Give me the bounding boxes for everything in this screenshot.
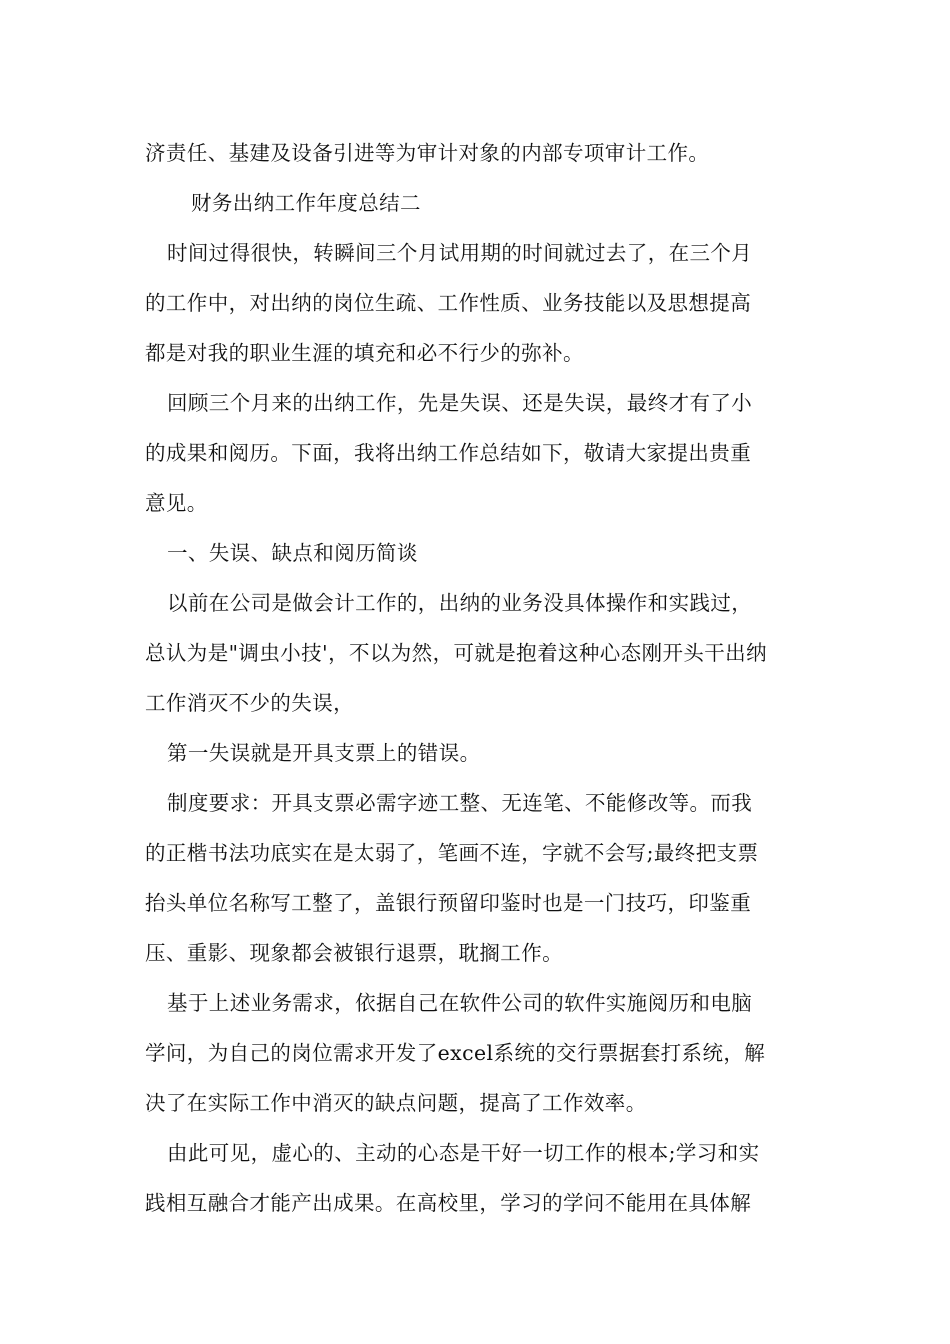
paragraph-line: 学问，为自己的岗位需求开发了excel系统的交行票据套打系统，解	[145, 1041, 766, 1065]
paragraph-line: 的正楷书法功底实在是太弱了，笔画不连，字就不会写;最终把支票	[145, 841, 759, 865]
paragraph-line: 制度要求：开具支票必需字迹工整、无连笔、不能修改等。而我	[167, 791, 753, 815]
paragraph-line: 抬头单位名称写工整了，盖银行预留印鉴时也是一门技巧，印鉴重	[145, 891, 752, 915]
section-heading: 财务出纳工作年度总结二	[191, 191, 421, 215]
document-body	[145, 128, 815, 1228]
paragraph-line: 决了在实际工作中消灭的缺点问题，提高了工作效率。	[145, 1091, 647, 1115]
paragraph-line: 的成果和阅历。下面，我将出纳工作总结如下，敬请大家提出贵重	[145, 441, 752, 465]
paragraph-line: 工作消灭不少的失误，	[145, 691, 354, 715]
paragraph-line: 践相互融合才能产出成果。在高校里，学习的学问不能用在具体解	[145, 1191, 752, 1215]
paragraph-line: 以前在公司是做会计工作的，出纳的业务没具体操作和实践过，	[167, 591, 753, 615]
paragraph-line: 回顾三个月来的出纳工作，先是失误、还是失误，最终才有了小	[167, 391, 753, 415]
subsection-heading: 一、失误、缺点和阅历简谈	[167, 541, 418, 565]
paragraph-line: 济责任、基建及设备引进等为审计对象的内部专项审计工作。	[145, 141, 710, 165]
paragraph-line: 意见。	[145, 491, 208, 515]
paragraph-line: 压、重影、现象都会被银行退票，耽搁工作。	[145, 941, 563, 965]
paragraph-line: 时间过得很快，转瞬间三个月试用期的时间就过去了，在三个月	[167, 241, 753, 265]
paragraph-line: 的工作中，对出纳的岗位生疏、工作性质、业务技能以及思想提高	[145, 291, 752, 315]
paragraph-line: 由此可见，虚心的、主动的心态是干好一切工作的根本;学习和实	[167, 1141, 760, 1165]
paragraph-line: 基于上述业务需求，依据自己在软件公司的软件实施阅历和电脑	[167, 991, 753, 1015]
paragraph-line: 第一失误就是开具支票上的错误。	[167, 741, 481, 765]
paragraph-line: 都是对我的职业生涯的填充和必不行少的弥补。	[145, 341, 584, 365]
paragraph-line: 总认为是"调虫小技'，不以为然，可就是抱着这种心态刚开头干出纳	[145, 641, 767, 665]
